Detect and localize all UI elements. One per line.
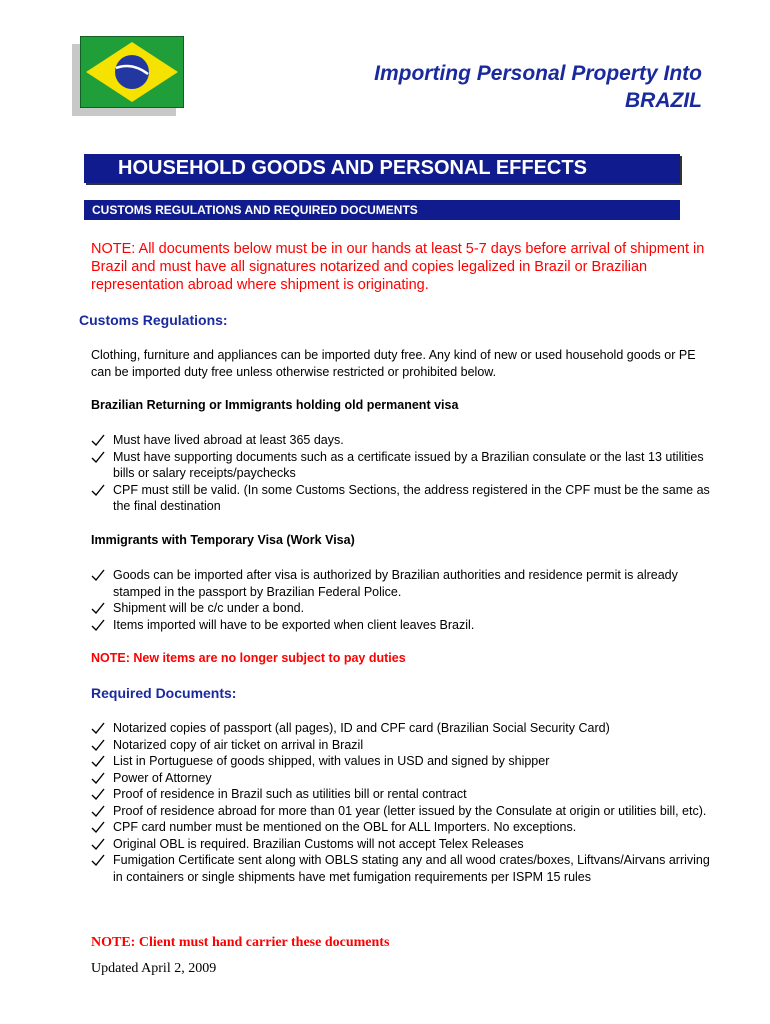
group2-list xyxy=(91,567,711,633)
customs-intro: Clothing, furniture and appliances can be imported duty free. Any kind of new or used household goods or PE can be imported duty free unless otherwise restricted or prohibited below. xyxy=(91,348,696,379)
checkmark-icon xyxy=(91,617,105,633)
list-item: List in Portuguese of goods shipped, with values in USD and signed by shipper xyxy=(91,753,711,770)
checkmark-icon xyxy=(91,482,105,498)
checkmark-icon xyxy=(91,836,105,852)
list-item: Power of Attorney xyxy=(91,770,711,787)
customs-heading: Customs Regulations: xyxy=(79,312,228,328)
list-item: Notarized copy of air ticket on arrival in Brazil xyxy=(91,737,711,754)
title-line-1: Importing Personal Property Into xyxy=(374,62,702,85)
group2-title: Immigrants with Temporary Visa (Work Visa) xyxy=(91,533,355,547)
checkmark-icon xyxy=(91,819,105,835)
brazil-flag xyxy=(72,36,184,116)
checkmark-icon xyxy=(91,753,105,769)
list-item: Shipment will be c/c under a bond. xyxy=(91,600,711,617)
list-item: Notarized copies of passport (all pages), ID and CPF card (Brazilian Social Security Card) xyxy=(91,720,711,737)
checkmark-icon xyxy=(91,737,105,753)
required-heading: Required Documents: xyxy=(91,685,237,701)
brazil-flag-icon xyxy=(80,36,184,108)
list-item: CPF must still be valid. (In some Customs Sections, the address registered in the CPF must be the same as the final destination xyxy=(91,482,711,515)
checkmark-icon xyxy=(91,770,105,786)
list-item: Fumigation Certificate sent along with OBLS stating any and all wood crates/boxes, Liftvans/Airvans arriving in containers or single shipments have met fumigation requirements per ISPM 15 rules xyxy=(91,852,711,885)
list-item: Items imported will have to be exported when client leaves Brazil. xyxy=(91,617,711,634)
checkmark-icon xyxy=(91,852,105,868)
checkmark-icon xyxy=(91,803,105,819)
group1-title: Brazilian Returning or Immigrants holding old permanent visa xyxy=(91,398,459,412)
checkmark-icon xyxy=(91,449,105,465)
list-item: Must have supporting documents such as a certificate issued by a Brazilian consulate or the last 13 utilities bills or salary receipts/paychecks xyxy=(91,449,711,482)
required-list xyxy=(91,720,711,885)
main-banner: HOUSEHOLD GOODS AND PERSONAL EFFECTS xyxy=(84,154,680,183)
group1-list xyxy=(91,432,711,515)
sub-banner: CUSTOMS REGULATIONS AND REQUIRED DOCUMENTS xyxy=(84,200,680,220)
list-item: Original OBL is required. Brazilian Customs will not accept Telex Releases xyxy=(91,836,711,853)
page-title xyxy=(374,60,702,114)
list-item: CPF card number must be mentioned on the OBL for ALL Importers. No exceptions. xyxy=(91,819,711,836)
checkmark-icon xyxy=(91,720,105,736)
updated-date: Updated April 2, 2009 xyxy=(91,961,217,976)
list-item: Proof of residence abroad for more than 01 year (letter issued by the Consulate at origin or utilities bill, etc). xyxy=(91,803,711,820)
checkmark-icon xyxy=(91,600,105,616)
checkmark-icon xyxy=(91,432,105,448)
checkmark-icon xyxy=(91,786,105,802)
duties-note: NOTE: New items are no longer subject to pay duties xyxy=(91,651,406,665)
list-item: Goods can be imported after visa is authorized by Brazilian authorities and residence permit is already stamped in the passport by Brazilian Federal Police. xyxy=(91,567,711,600)
footer-note: NOTE: Client must hand carrier these documents xyxy=(91,935,390,950)
checkmark-icon xyxy=(91,567,105,583)
list-item: Must have lived abroad at least 365 days. xyxy=(91,432,711,449)
top-note: NOTE: All documents below must be in our hands at least 5-7 days before arrival of shipment in Brazil and must have all signatures notarized and copies legalized in Brazil or Brazilian representation abroad where shipment is originating. xyxy=(91,241,705,293)
list-item: Proof of residence in Brazil such as utilities bill or rental contract xyxy=(91,786,711,803)
title-line-2: BRAZIL xyxy=(625,89,702,112)
